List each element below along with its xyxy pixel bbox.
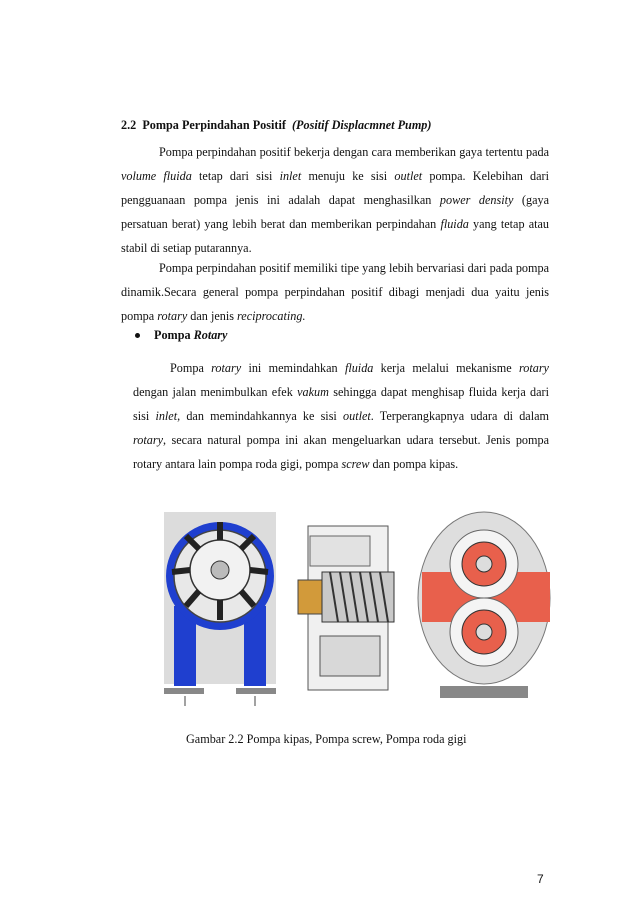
bullet-rotary-pump: Pompa Rotary <box>135 328 227 343</box>
section-number: 2.2 <box>121 118 137 132</box>
section-title-english: (Positif Displacmnet Pump) <box>291 118 432 132</box>
paragraph-rotary-pump: Pompa rotary ini memindahkan fluida kerja melalui mekanisme rotary dengan jalan menimbulkan efek vakum sehingga dapat menghisap fluida kerja dari sisi inlet, dan memindahkannya ke sisi outlet. Terperangkapnya udara di dalam rotary, secara natural pompa ini akan mengeluarkan udara tersebut. Jenis pompa rotary antara lain pompa roda gigi, pompa screw dan pompa kipas. <box>133 361 549 471</box>
pump-figure <box>160 506 552 710</box>
figure-caption: Gambar 2.2 Pompa kipas, Pompa screw, Pompa roda gigi <box>186 732 467 746</box>
section-title: Pompa Perpindahan Positif <box>142 118 286 132</box>
screw-pump-illustration <box>298 526 394 690</box>
gear-pump-illustration <box>418 512 550 698</box>
vane-pump-illustration <box>164 512 276 706</box>
paragraph-pump-types: Pompa perpindahan positif memiliki tipe yang lebih bervariasi dari pada pompa dinamik.Secara general pompa perpindahan positif dibagi menjadi dua yaitu jenis pompa rotary dan jenis reciprocating. <box>121 261 549 323</box>
section-heading <box>121 118 431 133</box>
paragraph-positive-displacement: Pompa perpindahan positif bekerja dengan cara memberikan gaya tertentu pada volume fluida tetap dari sisi inlet menuju ke sisi outlet pompa. Kelebihan dari pengguanaan pompa jenis ini adalah dapat menghasilkan power density (gaya persatuan berat) yang lebih berat dan memberikan perpindahan fluida yang tetap atau stabil di setiap putarannya. <box>121 145 550 255</box>
page-number: 7 <box>537 872 544 886</box>
bullet-dot-icon <box>135 333 140 338</box>
